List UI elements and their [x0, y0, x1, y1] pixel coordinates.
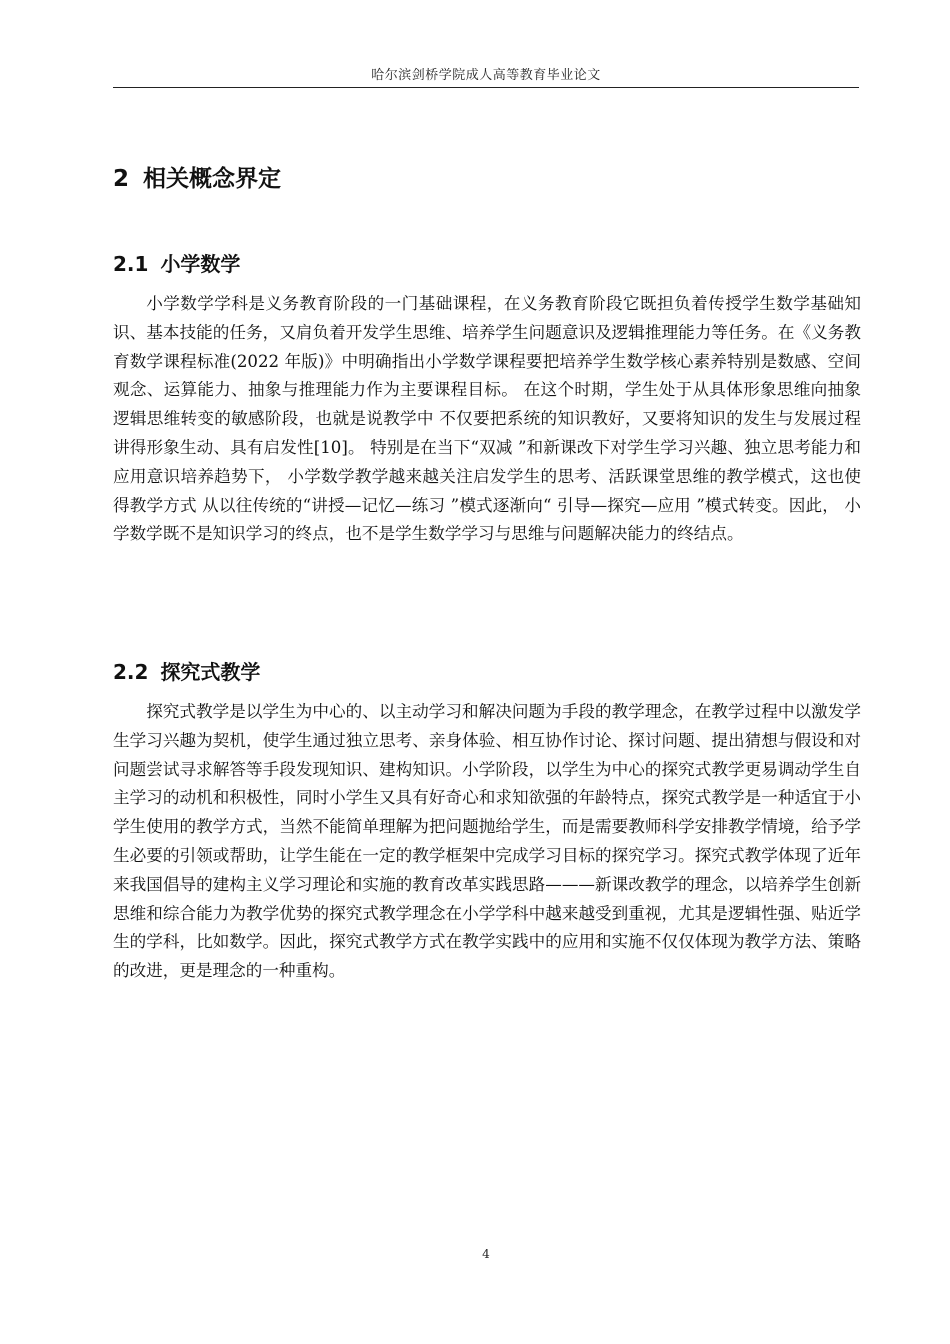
page-number: 4: [482, 1247, 490, 1261]
section-number: 2.2: [113, 660, 149, 684]
section-2-1-paragraph: 小学数学学科是义务教育阶段的一门基础课程，在义务教育阶段它既担负着传授学生数学基础知识、基本技能的任务，又肩负着开发学生思维、培养学生问题意识及逻辑推理能力等任务。在《义务教育数学课程标准(2022 年版)》中明确指出小学数学课程要把培养学生数学核心素养特别是数感、空间观念、运算能力、抽象与推理能力作为主要课程目标。 在这个时期，学生处于从具体形象思维向抽象逻辑思维转变的敏感阶段，也就是说教学中 不仅要把系统的知识教好，又要将知识的发生与发展过程讲得形象生动、具有启发性[10]。 特别是在当下“双减 ”和新课改下对学生学习兴趣、独立思考能力和应用意识培养趋势下， 小学数学教学越来越关注启发学生的思考、活跃课堂思维的教学模式，这也使得教学方式 从以往传统的“讲授—记忆—练习 ”模式逐渐向“ 引导—探究—应用 ”模式转变。因此， 小学数学既不是知识学习的终点，也不是学生数学学习与思维与问题解决能力的终结点。: [113, 294, 861, 544]
header-rule: [113, 87, 859, 88]
page-header: 哈尔滨剑桥学院成人高等教育毕业论文: [371, 68, 601, 83]
section-2-2-paragraph: 探究式教学是以学生为中心的、以主动学习和解决问题为手段的教学理念，在教学过程中以激发学生学习兴趣为契机，使学生通过独立思考、亲身体验、相互协作讨论、探讨问题、提出猜想与假设和对问题尝试寻求解答等手段发现知识、建构知识。小学阶段，以学生为中心的探究式教学更易调动学生自主学习的动机和积极性，同时小学生又具有好奇心和求知欲强的年龄特点，探究式教学是一种适宜于小学生使用的教学方式，当然不能简单理解为把问题抛给学生，而是需要教师科学安排教学情境，给予学生必要的引领或帮助，让学生能在一定的教学框架中完成学习目标的探究学习。探究式教学体现了近年来我国倡导的建构主义学习理论和实施的教育改革实践思路———新课改教学的理念，以培养学生创新思维和综合能力为教学优势的探究式教学理念在小学学科中越来越受到重视，尤其是逻辑性强、贴近学生的学科，比如数学。因此，探究式教学方式在教学实践中的应用和实施不仅仅体现为教学方法、策略的改进，更是理念的一种重构。: [113, 702, 861, 981]
section-title-text: 探究式教学: [160, 660, 261, 684]
chapter-title: [113, 160, 281, 193]
section-number: 2.1: [113, 252, 149, 276]
chapter-title-text: 相关概念界定: [143, 166, 282, 192]
chapter-number: 2: [113, 166, 130, 192]
section-title-text: 小学数学: [160, 252, 241, 276]
section-title-2-1: [113, 248, 240, 277]
section-title-2-2: [113, 656, 260, 685]
